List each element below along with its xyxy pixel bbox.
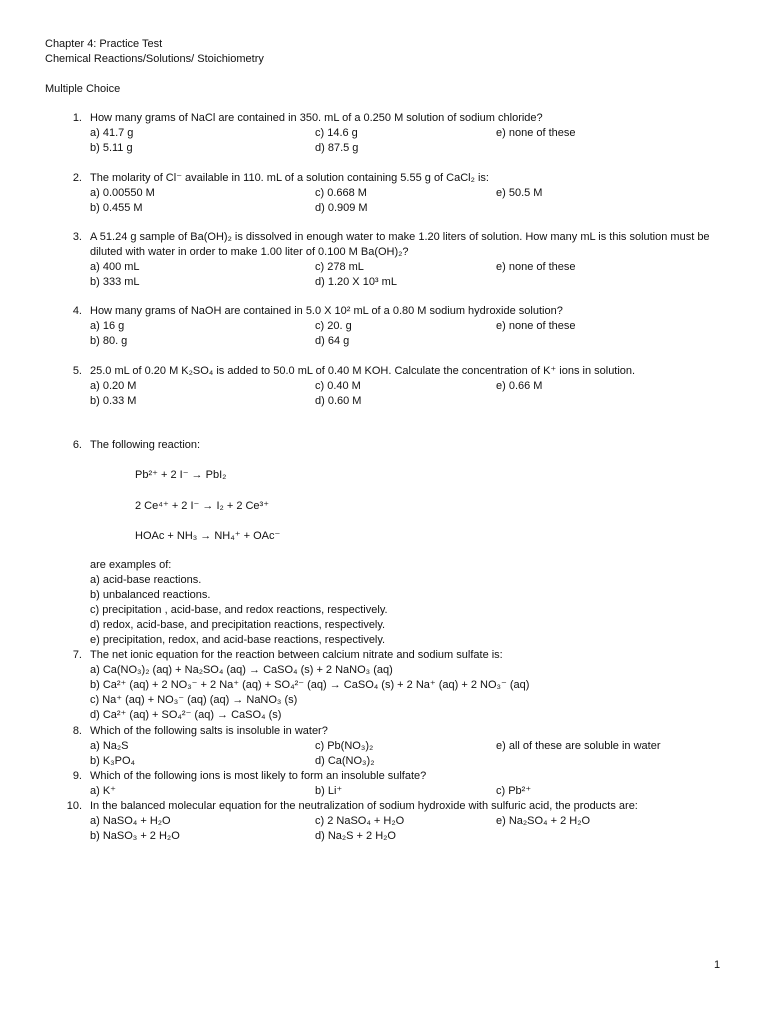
answer-option-c: c) Pb(NO₃)₂ — [315, 740, 374, 752]
answer-option-e: e) all of these are soluble in water — [496, 740, 661, 752]
answer-option-a: a) 0.00550 M — [90, 187, 155, 199]
reaction-equation-3: HOAc + NH₃ → NH₄⁺ + OAc⁻ — [135, 530, 281, 542]
question-text-tail: are examples of: — [90, 559, 172, 571]
question-number: 6. — [72, 439, 82, 451]
question-number: 10. — [66, 800, 82, 812]
answer-option-d: d) Ca(NO₃)₂ — [315, 755, 375, 767]
question-number: 7. — [72, 649, 82, 661]
question-10 — [45, 799, 725, 844]
answer-option-d: d) redox, acid-base, and precipitation reactions, respectively. — [90, 619, 386, 631]
answer-option-e: e) 50.5 M — [496, 187, 543, 199]
question-5 — [45, 364, 725, 409]
section-heading: Multiple Choice — [45, 83, 121, 95]
question-2 — [45, 171, 725, 216]
answer-option-a: a) Na₂S — [90, 740, 129, 752]
answer-option-b: b) Li⁺ — [315, 785, 343, 797]
answer-option-c: c) precipitation , acid-base, and redox reactions, respectively. — [90, 604, 388, 616]
answer-option-d: d) 64 g — [315, 335, 350, 347]
answer-option-c: c) Na⁺ (aq) + NO₃⁻ (aq) (aq) → NaNO₃ (s) — [90, 694, 298, 706]
reaction-equation-1: Pb²⁺ + 2 I⁻ → PbI₂ — [135, 469, 227, 481]
answer-option-e: e) none of these — [496, 261, 576, 273]
question-3 — [45, 230, 725, 290]
answer-option-b: b) NaSO₃ + 2 H₂O — [90, 830, 180, 842]
question-9 — [45, 769, 725, 799]
question-number: 2. — [72, 172, 82, 184]
answer-option-c: c) 2 NaSO₄ + H₂O — [315, 815, 405, 827]
answer-option-d: d) 0.909 M — [315, 202, 368, 214]
question-text: The following reaction: — [90, 439, 201, 451]
answer-option-c: c) 0.40 M — [315, 380, 361, 392]
question-text: How many grams of NaOH are contained in 5.0 X 10² mL of a 0.80 M sodium hydroxide solution? — [90, 305, 563, 317]
answer-option-e: e) none of these — [496, 127, 576, 139]
answer-option-b: b) 80. g — [90, 335, 128, 347]
question-number: 3. — [72, 231, 82, 243]
answer-option-a: a) 41.7 g — [90, 127, 134, 139]
answer-option-e: e) none of these — [496, 320, 576, 332]
question-text: How many grams of NaCl are contained in 350. mL of a 0.250 M solution of sodium chloride? — [90, 112, 543, 124]
answer-option-c: c) 14.6 g — [315, 127, 358, 139]
answer-option-b: b) Ca²⁺ (aq) + 2 NO₃⁻ + 2 Na⁺ (aq) + SO₄²⁻ (aq) → CaSO₄ (s) + 2 Na⁺ (aq) + 2 NO₃⁻ (aq) — [90, 679, 530, 691]
answer-option-b: b) unbalanced reactions. — [90, 589, 211, 601]
question-8 — [45, 724, 725, 769]
question-number: 5. — [72, 365, 82, 377]
answer-option-c: c) 20. g — [315, 320, 352, 332]
answer-option-a: a) 400 mL — [90, 261, 140, 273]
question-text: The net ionic equation for the reaction between calcium nitrate and sodium sulfate is: — [90, 649, 503, 661]
question-text: Which of the following salts is insoluble in water? — [90, 725, 328, 737]
question-number: 1. — [72, 112, 82, 124]
question-6 — [45, 438, 725, 453]
document-title: Chapter 4: Practice Test — [45, 38, 163, 50]
question-text: In the balanced molecular equation for the neutralization of sodium hydroxide with sulfuric acid, the products are: — [90, 800, 638, 812]
answer-option-a: a) NaSO₄ + H₂O — [90, 815, 171, 827]
answer-option-c: c) 0.668 M — [315, 187, 367, 199]
answer-option-a: a) Ca(NO₃)₂ (aq) + Na₂SO₄ (aq) → CaSO₄ (s) + 2 NaNO₃ (aq) — [90, 664, 393, 676]
question-text: The molarity of Cl⁻ available in 110. mL of a solution containing 5.55 g of CaCl₂ is: — [90, 172, 489, 184]
page-number: 1 — [714, 959, 721, 971]
answer-option-e: e) 0.66 M — [496, 380, 543, 392]
answer-option-d: d) 87.5 g — [315, 142, 359, 154]
question-text: A 51.24 g sample of Ba(OH)₂ is dissolved in enough water to make 1.20 liters of solution. How many mL is this solution must be diluted with water in order to make 1.00 liter of 0.100 M Ba(OH)₂? — [90, 231, 710, 258]
answer-option-d: d) Na₂S + 2 H₂O — [315, 830, 396, 842]
answer-option-c: c) 278 mL — [315, 261, 364, 273]
question-7 — [45, 648, 725, 723]
question-1 — [45, 111, 725, 156]
answer-option-b: b) K₃PO₄ — [90, 755, 136, 767]
answer-option-a: a) 0.20 M — [90, 380, 137, 392]
answer-option-c: c) Pb²⁺ — [496, 785, 532, 797]
question-number: 9. — [72, 770, 82, 782]
answer-option-d: d) 1.20 X 10³ mL — [315, 276, 397, 288]
answer-option-b: b) 333 mL — [90, 276, 140, 288]
question-4 — [45, 304, 725, 349]
document-subtitle: Chemical Reactions/Solutions/ Stoichiometry — [45, 53, 264, 65]
question-number: 8. — [72, 725, 82, 737]
question-text: Which of the following ions is most likely to form an insoluble sulfate? — [90, 770, 427, 782]
answer-option-e: e) precipitation, redox, and acid-base reactions, respectively. — [90, 634, 386, 646]
answer-option-e: e) Na₂SO₄ + 2 H₂O — [496, 815, 591, 827]
answer-option-a: a) K⁺ — [90, 785, 116, 797]
answer-option-d: d) Ca²⁺ (aq) + SO₄²⁻ (aq) → CaSO₄ (s) — [90, 709, 282, 721]
question-6-choices — [45, 558, 725, 648]
answer-option-b: b) 0.455 M — [90, 202, 143, 214]
answer-option-d: d) 0.60 M — [315, 395, 362, 407]
answer-option-b: b) 5.11 g — [90, 142, 133, 154]
answer-option-b: b) 0.33 M — [90, 395, 137, 407]
answer-option-a: a) 16 g — [90, 320, 125, 332]
reaction-equation-2: 2 Ce⁴⁺ + 2 I⁻ → I₂ + 2 Ce³⁺ — [135, 500, 270, 512]
question-number: 4. — [72, 305, 82, 317]
question-text: 25.0 mL of 0.20 M K₂SO₄ is added to 50.0 mL of 0.40 M KOH. Calculate the concentration of K⁺ ions in solution. — [90, 365, 636, 377]
answer-option-a: a) acid-base reactions. — [90, 574, 202, 586]
